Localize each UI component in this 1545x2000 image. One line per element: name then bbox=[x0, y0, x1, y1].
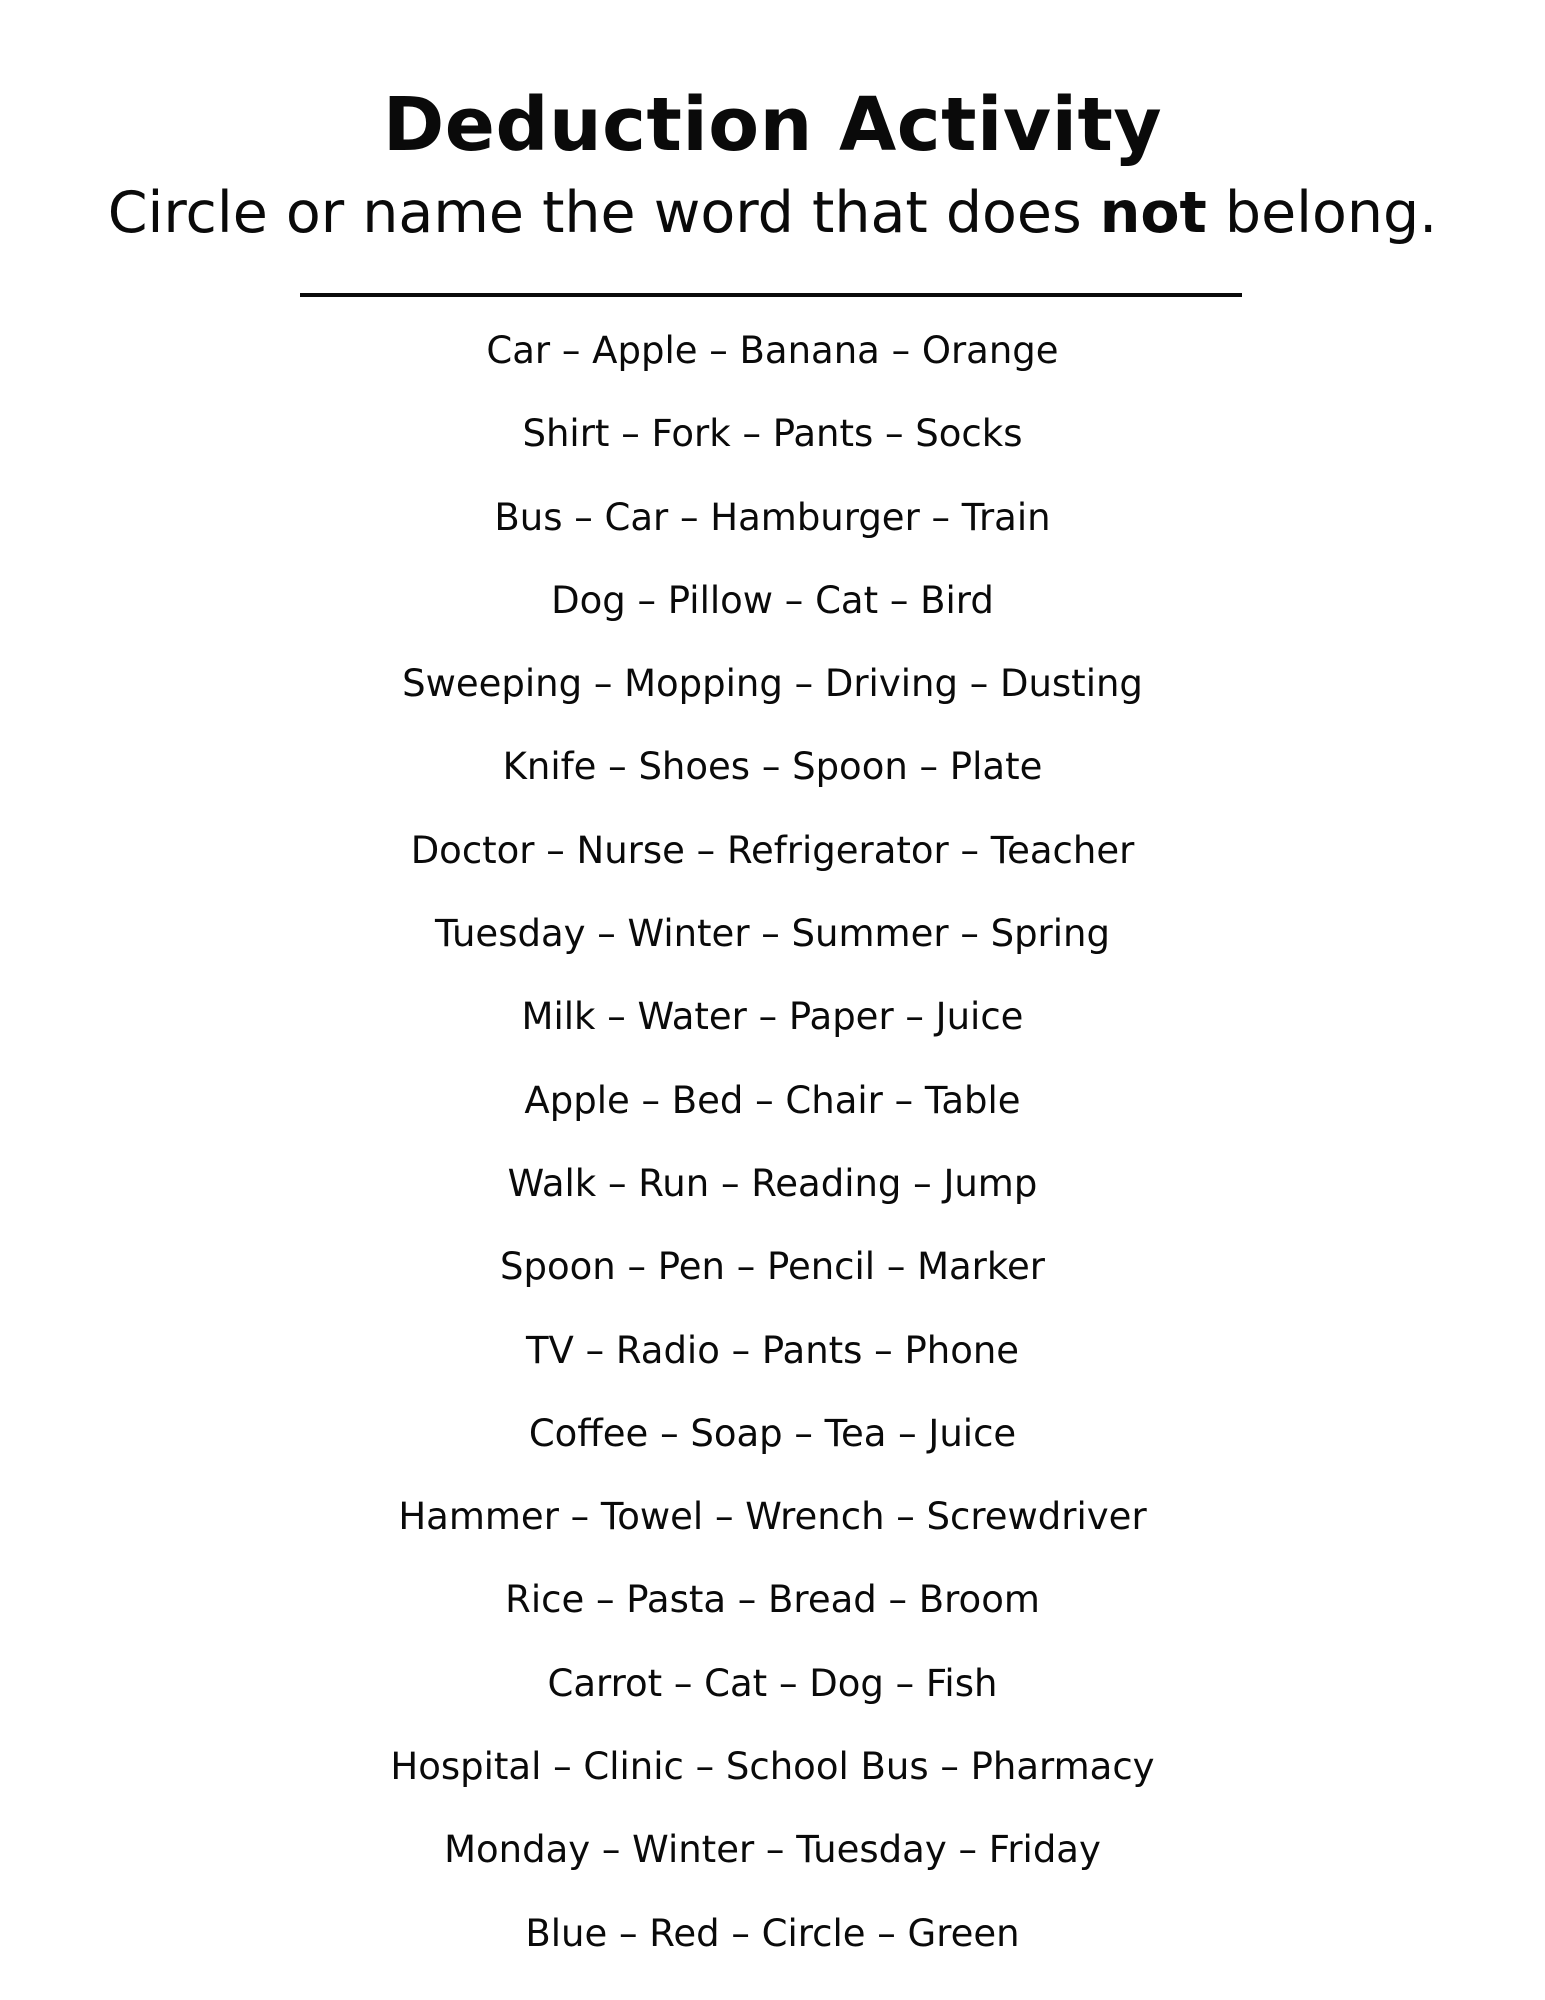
word-group-item: TV – Radio – Pants – Phone bbox=[525, 1328, 1020, 1372]
word-group-item: Dog – Pillow – Cat – Bird bbox=[551, 578, 994, 622]
instruction-text-end: belong. bbox=[1206, 180, 1438, 246]
word-group-item: Rice – Pasta – Bread – Broom bbox=[505, 1578, 1040, 1622]
word-group-item: Doctor – Nurse – Refrigerator – Teacher bbox=[410, 828, 1135, 872]
word-group-item: Hospital – Clinic – School Bus – Pharmacy bbox=[390, 1745, 1155, 1789]
word-group-item: Tuesday – Winter – Summer – Spring bbox=[435, 912, 1110, 956]
word-group-item: Shirt – Fork – Pants – Socks bbox=[522, 412, 1023, 456]
header-divider bbox=[300, 293, 1242, 297]
word-group-item: Walk – Run – Reading – Jump bbox=[507, 1161, 1038, 1205]
word-group-item: Knife – Shoes – Spoon – Plate bbox=[502, 745, 1043, 789]
page-title: Deduction Activity bbox=[382, 82, 1163, 168]
word-group-item: Sweeping – Mopping – Driving – Dusting bbox=[402, 662, 1143, 706]
word-group-item: Blue – Red – Circle – Green bbox=[525, 1911, 1020, 1955]
word-group-item: Milk – Water – Paper – Juice bbox=[521, 995, 1024, 1039]
word-group-item: Car – Apple – Banana – Orange bbox=[486, 329, 1059, 372]
word-group-item: Apple – Bed – Chair – Table bbox=[524, 1078, 1021, 1122]
instruction-text bbox=[0, 178, 1545, 248]
word-group-item: Bus – Car – Hamburger – Train bbox=[494, 495, 1051, 539]
word-group-item: Carrot – Cat – Dog – Fish bbox=[547, 1661, 998, 1705]
instruction-text-emphasis: not bbox=[1099, 180, 1207, 246]
word-group-item: Monday – Winter – Tuesday – Friday bbox=[444, 1828, 1101, 1872]
instruction-text-start: Circle or name the word that does bbox=[107, 180, 1100, 246]
word-group-item: Hammer – Towel – Wrench – Screwdriver bbox=[398, 1495, 1147, 1539]
word-group-list bbox=[0, 321, 1545, 1987]
word-group-item: Spoon – Pen – Pencil – Marker bbox=[500, 1245, 1045, 1289]
word-group-item: Coffee – Soap – Tea – Juice bbox=[528, 1411, 1017, 1455]
